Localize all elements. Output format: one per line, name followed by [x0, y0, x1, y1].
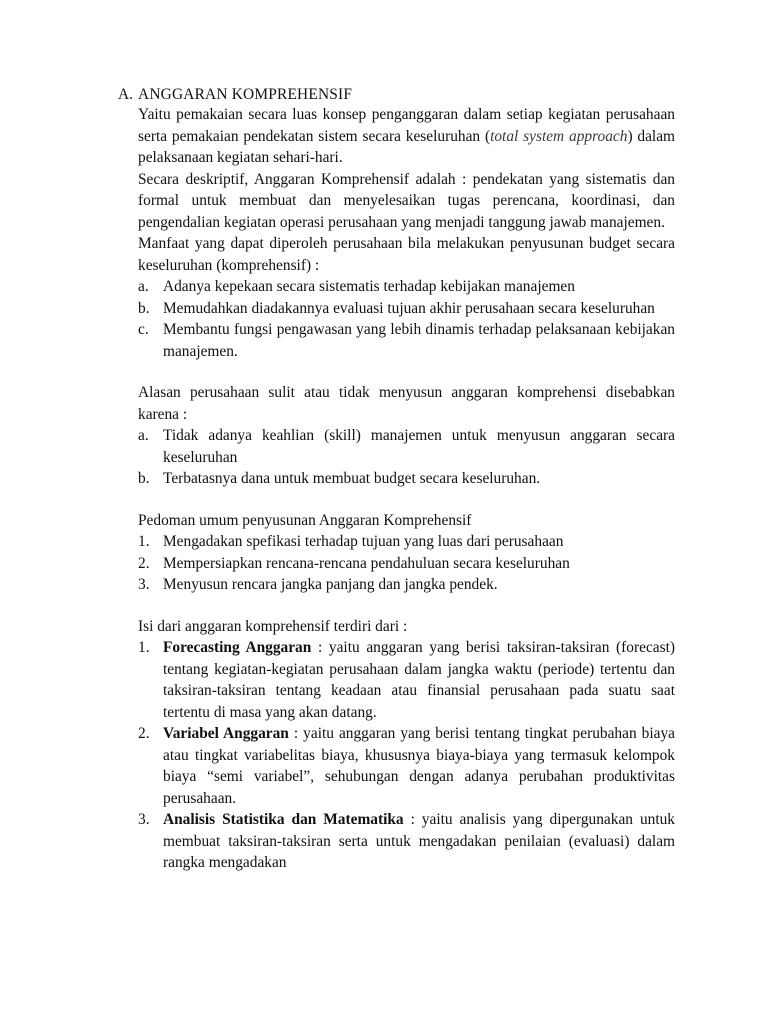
benefits-intro: Manfaat yang dapat diperoleh perusahaan bila melakukan penyusunan budget secara keseluruhan (komprehensif) : — [138, 235, 675, 274]
list-item: c. Membantu fungsi pengawasan yang lebih dinamis terhadap pelaksanaan kebijakan manajemen. — [138, 321, 675, 360]
document-content — [118, 86, 675, 874]
descriptive-paragraph: Secara deskriptif, Anggaran Komprehensif adalah : pendekatan yang sistematis dan formal untuk membuat dan menyelesaikan tugas perencana, koordinasi, dan pengendalian kegiatan operasi perusahaan yang menjadi tanggung jawab manajemen. — [138, 170, 675, 231]
list-item: b. Memudahkan diadakannya evaluasi tujuan akhir perusahaan secara keseluruhan — [138, 299, 655, 317]
list-item: 2. Mempersiapkan rencana-rencana pendahuluan secara keseluruhan — [138, 554, 570, 572]
term-analisis: Analisis Statistika dan Matematika — [163, 811, 404, 828]
spacer — [138, 490, 675, 510]
intro-italic-term: total system approach — [490, 127, 628, 145]
section-body — [118, 104, 675, 874]
term-variabel: Variabel Anggaran — [163, 725, 289, 742]
list-item: 1. Mengadakan spefikasi terhadap tujuan yang luas dari perusahaan — [138, 533, 564, 550]
list-item: a. Adanya kepekaan secara sistematis terhadap kebijakan manajemen — [138, 278, 575, 295]
list-item: 2. Variabel Anggaran : yaitu anggaran yang berisi tentang tingkat perubahan biaya atau tingkat variabelitas biaya, khususnya biaya-biaya yang termasuk kelompok biaya “semi variabel”, sehubungan dengan adanya perubahan produktivitas perusahaan. — [138, 725, 675, 807]
term-forecasting: Forecasting Anggaran — [163, 639, 312, 656]
reasons-intro: Alasan perusahaan sulit atau tidak menyusun anggaran komprehensi disebabkan karena : — [138, 384, 675, 423]
list-item: a. Tidak adanya keahlian (skill) manajemen untuk menyusun anggaran secara keseluruhan — [138, 427, 675, 466]
contents-intro: Isi dari anggaran komprehensif terdiri dari : — [138, 617, 408, 635]
spacer — [138, 596, 675, 616]
section-heading — [118, 86, 675, 104]
list-item: 3. Menyusun rencara jangka panjang dan jangka pendek. — [138, 576, 498, 593]
guidelines-intro: Pedoman umum penyusunan Anggaran Komprehensif — [138, 511, 472, 529]
list-item: 1. Forecasting Anggaran : yaitu anggaran yang berisi taksiran-taksiran (forecast) tentang kegiatan-kegiatan perusahaan dalam jangka waktu (periode) tertentu dan taksiran-taksiran tentang keadaan atau finansial perusahaan pada suatu saat tertentu di masa yang akan datang. — [138, 639, 675, 721]
section-title: ANGGARAN KOMPREHENSIF — [138, 86, 353, 103]
list-item: b. Terbatasnya dana untuk membuat budget secara keseluruhan. — [138, 470, 541, 487]
section-letter: A. — [118, 86, 133, 103]
intro-paragraph: Yaitu pemakaian secara luas konsep penganggaran dalam setiap kegiatan perusahaan serta pemakaian pendekatan sistem secara keseluruhan (total system approach) dalam pelaksanaan kegiatan sehari-hari. — [138, 106, 676, 166]
list-item: 3. Analisis Statistika dan Matematika : yaitu analisis yang dipergunakan untuk membuat taksiran-taksiran serta untuk mengadakan penilaian (evaluasi) dalam rangka mengadakan — [138, 811, 675, 871]
spacer — [138, 362, 675, 382]
